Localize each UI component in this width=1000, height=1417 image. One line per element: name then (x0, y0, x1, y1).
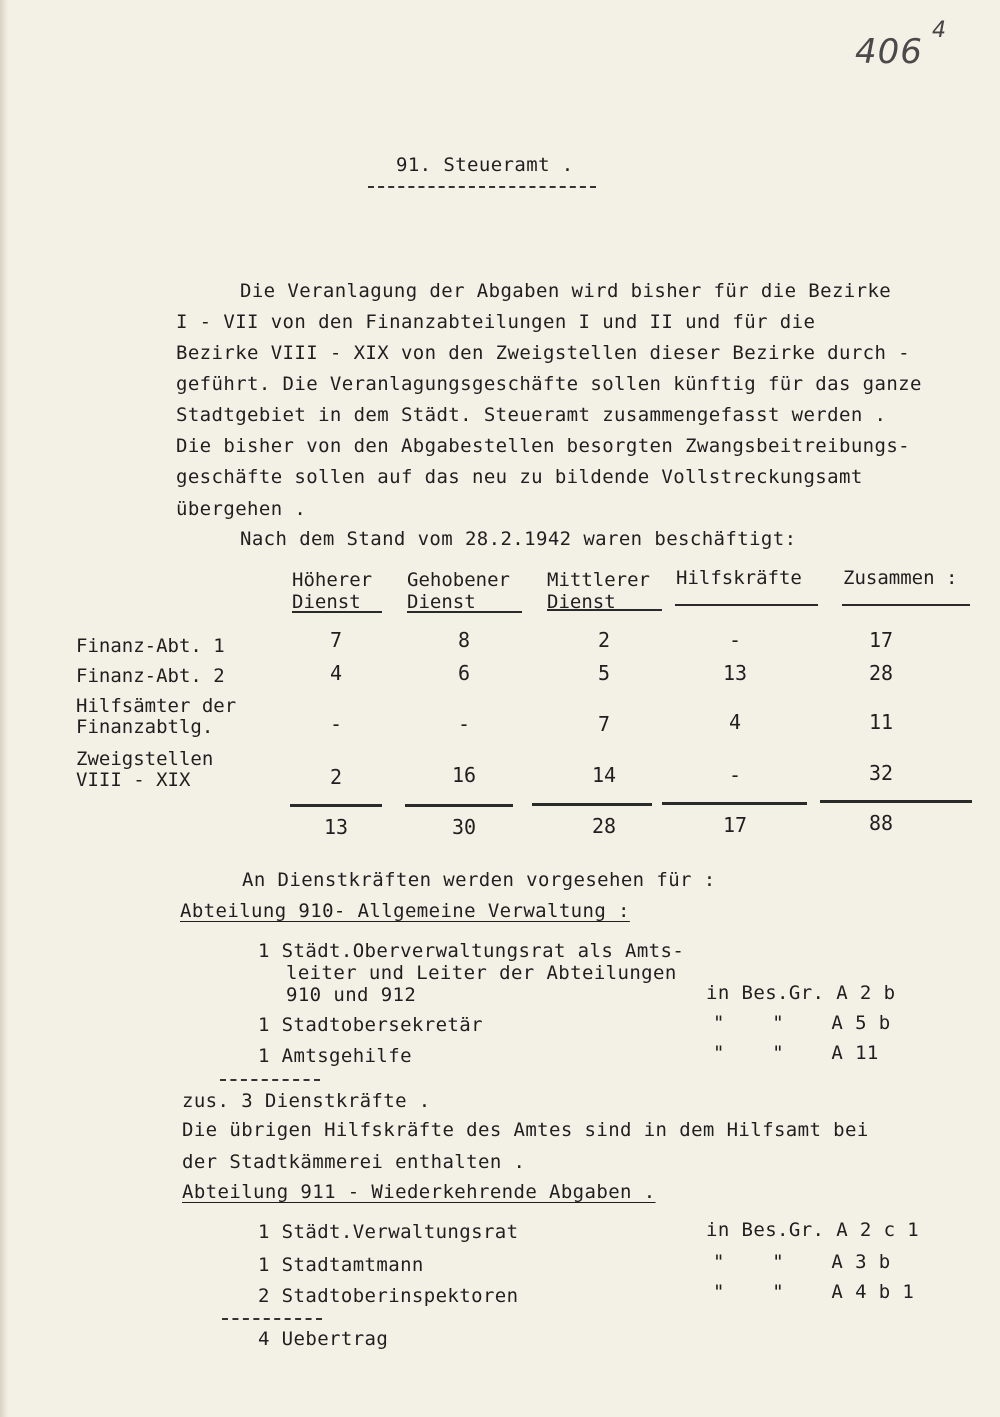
table-cell: 7 (597, 712, 611, 736)
abt910-item3-grade: " " A 11 (713, 1042, 879, 1064)
paper-edge (0, 0, 8, 1417)
table-cell: 16 (451, 763, 477, 787)
table-cell: 13 (722, 661, 748, 685)
row-label-hilfsaemter: Hilfsämter der Finanzabtlg. (76, 695, 237, 738)
carry-over: 4 Uebertrag (258, 1328, 389, 1350)
table-cell: 14 (591, 763, 617, 787)
abt911-item2: 1 Stadtamtmann (258, 1254, 424, 1276)
intro-line-8: übergehen . (176, 498, 307, 520)
table-cell: 5 (597, 661, 611, 685)
abt910-item1-line3: 910 und 912 (286, 984, 417, 1006)
total-rule-2 (405, 804, 513, 807)
total-rule-1 (290, 804, 382, 807)
header-rule-2 (407, 611, 522, 613)
total-rule-3 (532, 803, 652, 806)
header-zusammen: Zusammen : (843, 567, 958, 589)
stand-line: Nach dem Stand vom 28.2.1942 waren beschäftigt: (240, 528, 797, 550)
abt910-note-line1: Die übrigen Hilfskräfte des Amtes sind in dem Hilfsamt bei (182, 1119, 869, 1141)
intro-line-2: I - VII von den Finanzabteilungen I und II und für die (176, 311, 816, 333)
intro-line-7: geschäfte sollen auf das neu zu bildende Vollstreckungsamt (176, 466, 863, 488)
table-total: 88 (868, 811, 894, 835)
subtotal-rule (220, 1079, 320, 1081)
abt910-note-line2: der Stadtkämmerei enthalten . (182, 1151, 526, 1173)
table-cell: - (728, 628, 742, 652)
intro-line-1: Die Veranlagung der Abgaben wird bisher für die Bezirke (240, 280, 892, 302)
abt910-heading: Abteilung 910- Allgemeine Verwaltung : (180, 900, 630, 922)
table-cell: - (329, 712, 343, 736)
page-mark: 4 (932, 18, 946, 43)
row-label-finanz-1: Finanz-Abt. 1 (76, 635, 225, 657)
abt911-item2-grade: " " A 3 b (713, 1251, 891, 1273)
table-total: 28 (591, 814, 617, 838)
header-rule-4 (675, 604, 818, 606)
abt910-item3: 1 Amtsgehilfe (258, 1045, 412, 1067)
table-cell: 28 (868, 661, 894, 685)
header-rule-3 (547, 609, 662, 611)
abt911-item1: 1 Städt.Verwaltungsrat (258, 1221, 519, 1243)
table-total: 13 (323, 815, 349, 839)
table-total: 30 (451, 815, 477, 839)
abt910-item1-line1: 1 Städt.Oberverwaltungsrat als Amts- (258, 940, 685, 962)
abt910-item2-grade: " " A 5 b (713, 1012, 891, 1034)
table-cell: 2 (329, 765, 343, 789)
title-underline (368, 186, 596, 188)
table-cell: - (728, 763, 742, 787)
header-mittlerer: Mittlerer Dienst (547, 569, 650, 613)
table-cell: - (457, 712, 471, 736)
abt911-item3: 2 Stadtoberinspektoren (258, 1285, 519, 1307)
table-cell: 4 (728, 710, 742, 734)
header-rule-1 (292, 611, 382, 613)
table-cell: 2 (597, 628, 611, 652)
carry-rule (222, 1318, 322, 1320)
abt910-item1-grade: in Bes.Gr. A 2 b (706, 982, 896, 1004)
total-rule-5 (820, 800, 972, 803)
table-cell: 32 (868, 761, 894, 785)
page-title: 91. Steueramt . (396, 154, 574, 176)
abt910-total: zus. 3 Dienstkräfte . (182, 1090, 431, 1112)
row-label-zweigstellen: Zweigstellen VIII - XIX (76, 748, 214, 791)
dienst-intro: An Dienstkräften werden vorgesehen für : (242, 869, 716, 891)
row-label-finanz-2: Finanz-Abt. 2 (76, 665, 225, 687)
header-gehobener: Gehobener Dienst (407, 569, 510, 613)
table-cell: 17 (868, 628, 894, 652)
abt910-item1-line2: leiter und Leiter der Abteilungen (286, 962, 677, 984)
intro-line-6: Die bisher von den Abgabestellen besorgten Zwangsbeitreibungs- (176, 435, 911, 457)
table-cell: 4 (329, 661, 343, 685)
intro-line-3: Bezirke VIII - XIX von den Zweigstellen dieser Bezirke durch - (176, 342, 911, 364)
abt910-item2: 1 Stadtobersekretär (258, 1014, 483, 1036)
intro-line-5: Stadtgebiet in dem Städt. Steueramt zusammengefasst werden . (176, 404, 887, 426)
table-cell: 11 (868, 710, 894, 734)
page-number: 406 (855, 32, 923, 72)
total-rule-4 (662, 802, 807, 805)
header-rule-5 (842, 604, 970, 606)
table-total: 17 (722, 813, 748, 837)
header-hoeherer: Höherer Dienst (292, 569, 373, 613)
abt911-item3-grade: " " A 4 b 1 (713, 1281, 915, 1303)
table-cell: 6 (457, 661, 471, 685)
header-hilfskraefte: Hilfskräfte (676, 567, 802, 589)
intro-line-4: geführt. Die Veranlagungsgeschäfte sollen künftig für das ganze (176, 373, 922, 395)
table-cell: 7 (329, 628, 343, 652)
abt911-item1-grade: in Bes.Gr. A 2 c 1 (706, 1219, 920, 1241)
table-cell: 8 (457, 628, 471, 652)
abt911-heading: Abteilung 911 - Wiederkehrende Abgaben . (182, 1181, 656, 1203)
